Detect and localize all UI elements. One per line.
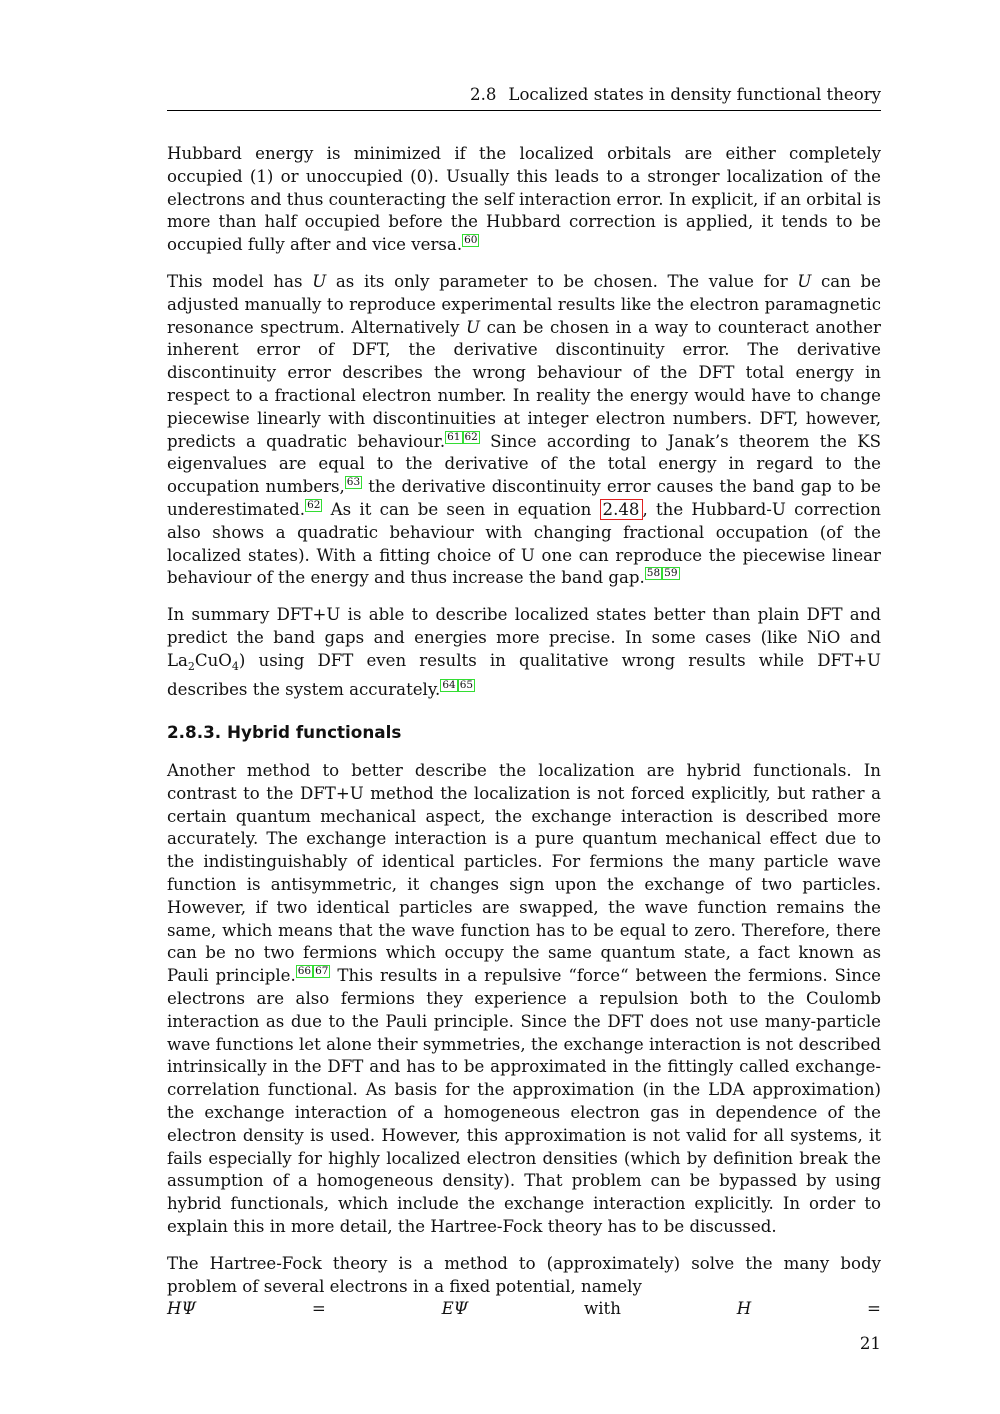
citation-link[interactable]: 64: [442, 678, 456, 691]
paragraph-5: The Hartree-Fock theory is a method to (approximately) solve the many body problem of several electrons in a fixed potential, namely: [167, 1253, 881, 1296]
running-head: [167, 84, 881, 111]
paragraph-1-text: Hubbard energy is minimized if the localized orbitals are either completely occupied (1) or unoccupied (0). Usually this leads to a stronger localization of the electrons and thus counteracting the self interaction error. In explicit, if an orbital is more than half occupied before the Hubbard correction is applied, it tends to be occupied fully after and vice versa.: [167, 144, 881, 255]
paragraph-2: This model has U as its only parameter to be chosen. The value for U can be adjusted manually to reproduce experimental results like the electron paramagnetic resonance spectrum. Alternatively U can be chosen in a way to counteract another inherent error of DFT, the derivative discontinuity error. The derivative discontinuity error describes the wrong behaviour of the DFT total energy in respect to a fractional electron number. In reality the energy would have to change piecewise linearly with discontinuities at integer electron numbers. DFT, however, predicts a quadratic behaviour. 61 62 Since according to Janak’s theorem the KS eigenvalues are equal to the derivative of the total energy in regard to the occupation numbers, 63 the derivative discontinuity error causes the band gap to be underestimated. 62 As it can be seen in equation 2.48 , the Hubbard-U correction also shows a quadratic behaviour with changing fractional occupation (of the localized states). With a fitting choice of U one can reproduce the piecewise linear behaviour of the energy and thus increase the band gap. 58 59: [167, 271, 881, 588]
header-section-title: Localized states in density functional theory: [508, 85, 881, 104]
page: [167, 0, 881, 1414]
citation-link[interactable]: 67: [315, 965, 329, 978]
citation-link[interactable]: 61: [447, 430, 461, 443]
citation-link[interactable]: 60: [464, 234, 478, 247]
paragraph-3: In summary DFT+U is able to describe localized states better than plain DFT and predict the band gaps and energies more precise. In some cases (like NiO and $La_2CuO_4$) using DFT even results in qualitative wrong results while DFT+U describes the system accurately. 64 65: [167, 605, 881, 699]
citation-link[interactable]: 66: [297, 965, 312, 978]
page-number: 21: [859, 1334, 881, 1353]
citation-link[interactable]: 63: [346, 476, 361, 489]
math-symbol: U: [312, 271, 327, 291]
citation-link[interactable]: 59: [664, 567, 678, 580]
equation-line: HΨ = EΨ with H =: [167, 1299, 881, 1319]
citation-link[interactable]: 62: [307, 498, 321, 511]
math-symbol: U: [466, 317, 481, 337]
citation-link[interactable]: 58: [646, 567, 661, 580]
paragraph-4: Another method to better describe the localization are hybrid functionals. In contrast to the DFT+U method the localization is not forced explicitly, but rather a certain quantum mechanical aspect, the exchange interaction is described more accurately. The exchange interaction is a pure quantum mechanical effect due to the indistinguishably of identical particles. For fermions the many particle wave function is antisymmetric, it changes sign upon the exchange of two particles. However, if two identical particles are swapped, the wave function remains the same, which means that the wave function has to be equal to zero. Therefore, there can be no two fermions which occupy the same quantum state, a fact known as Pauli principle. 66 67 This results in a repulsive “force“ between the fermions. Since electrons are also fermions they experience a repulsion both to the Coulomb interaction as due to the Pauli principle. Since the DFT does not use many-particle wave functions let alone their symmetries, the exchange interaction is not described intrinsically in the DFT and has to be approximated in the fittingly called exchange-correlation functional. As basis for the approximation (in the LDA approximation) the exchange interaction of a homogeneous electron gas in dependence of the electron density is used. However, this approximation is not valid for all systems, it fails especially for highly localized electron densities (which by definition break the assumption of a homogeneous density). That problem can be bypassed by using hybrid functionals, which include the exchange interaction explicitly. In order to explain this in more detail, the Hartree-Fock theory has to be discussed.: [167, 761, 882, 1236]
body-text-lower: [167, 760, 881, 1321]
math-symbol: U: [797, 271, 812, 291]
header-section-number: 2.8: [470, 85, 497, 104]
subsection-heading: 2.8.3. Hybrid functionals: [167, 722, 402, 742]
citation-link[interactable]: 62: [464, 430, 478, 443]
body-text-upper: [167, 143, 881, 715]
citation-link[interactable]: 65: [459, 678, 474, 691]
paragraph-1: [167, 143, 881, 257]
equation-reference-link[interactable]: 2.48: [602, 499, 640, 519]
